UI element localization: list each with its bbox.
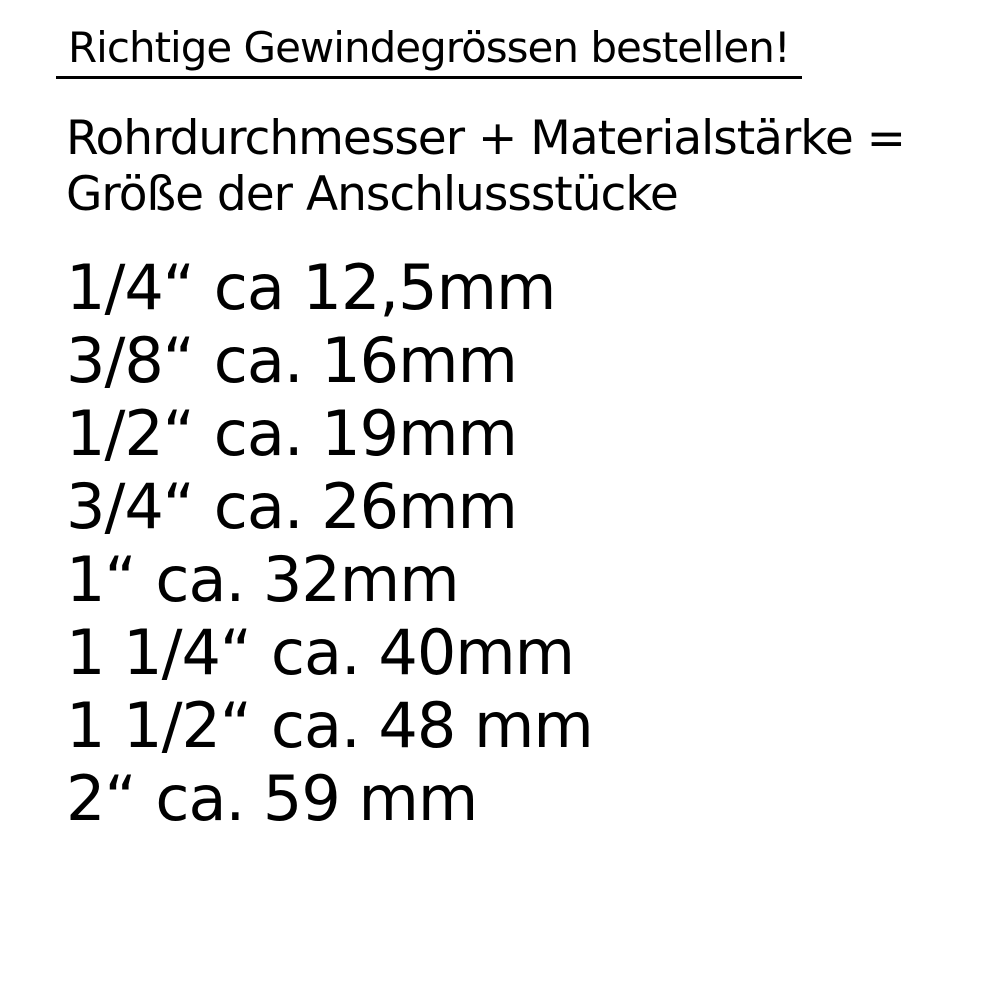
thread-size: 2“	[66, 762, 136, 836]
thread-size: 1“	[66, 543, 136, 617]
mm-equivalent: ca. 26mm	[213, 470, 517, 544]
subtitle-line-2: Größe der Anschlussstücke	[66, 167, 678, 223]
list-item	[66, 689, 964, 762]
thread-size: 1/2“	[66, 397, 194, 471]
mm-equivalent: ca. 16mm	[213, 324, 517, 398]
thread-size: 1 1/4“	[66, 616, 252, 690]
mm-equivalent: ca 12,5mm	[213, 251, 556, 325]
list-item	[66, 616, 964, 689]
mm-equivalent: ca. 48 mm	[270, 689, 593, 763]
mm-equivalent: ca. 32mm	[155, 543, 459, 617]
list-item	[66, 470, 964, 543]
subtitle	[66, 111, 964, 223]
subtitle-line-1: Rohrdurchmesser + Materialstärke =	[66, 111, 906, 167]
mm-equivalent: ca. 40mm	[270, 616, 575, 690]
page-title: Richtige Gewindegrössen bestellen!	[56, 24, 802, 79]
mm-equivalent: ca. 19mm	[213, 397, 517, 471]
list-item	[66, 762, 964, 835]
thread-size-list	[64, 251, 964, 835]
mm-equivalent: ca. 59 mm	[155, 762, 478, 836]
thread-size: 3/4“	[66, 470, 194, 544]
list-item	[66, 251, 964, 324]
list-item	[66, 397, 964, 470]
list-item	[66, 324, 964, 397]
thread-size: 1/4“	[66, 251, 194, 325]
thread-size: 1 1/2“	[66, 689, 252, 763]
list-item	[66, 543, 964, 616]
thread-size: 3/8“	[66, 324, 194, 398]
